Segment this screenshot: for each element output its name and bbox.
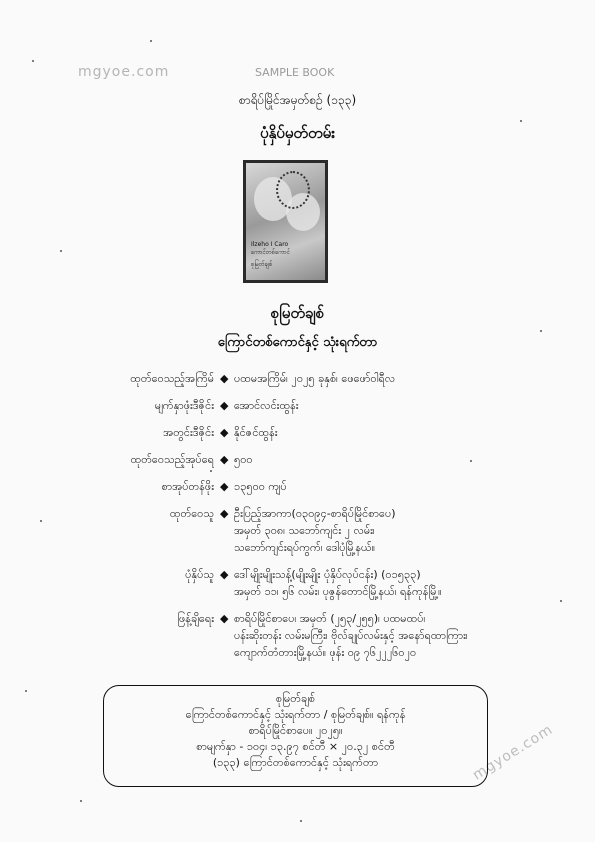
scan-speck [540, 330, 542, 332]
book-title: ကြောင်တစ်ကောင်နှင့် သုံးရက်တာ [217, 335, 378, 350]
cip-series-line: (၁၃၃) ကြောင်တစ်ကောင်နှင့် သုံးရက်တာ [212, 756, 379, 769]
detail-label: ဖြန့်ချိရေး [177, 612, 214, 625]
detail-label: ပုံနှိပ်သူ [185, 568, 214, 581]
detail-row-printer [90, 566, 560, 600]
cip-pages-line: စာမျက်နှာ - ၁၀၄၊ ၁၃.၉၇ စင်တီ × ၂၀.၃၂ စင်တီ [196, 740, 395, 753]
cover-author-line: စုမြတ်ချစ် [251, 261, 273, 268]
diamond-bullet-icon: ◆ [220, 399, 229, 412]
watermark-site-top: mgyoe.com [78, 64, 170, 80]
diamond-bullet-icon: ◆ [220, 507, 229, 520]
scan-speck [300, 820, 302, 822]
series-number: စာရိပ်မြိုင်အမှတ်စဉ် (၁၃၃) [238, 93, 357, 107]
detail-value: ဦးပြည့်အာကာ(၀၃၀၉၄-စာရိပ်မြိုင်စာပေ) အမှတ် ၃၀၈၊ သဘော်ကျင်း ၂ လမ်း၊ သဘော်ကျင်းရပ်ကွက်၊ ဒေါပုံမြို့နယ်။ [234, 507, 396, 554]
scan-speck [560, 600, 562, 602]
detail-value: စာရိပ်မြိုင်စာပေ၊ အမှတ် (၂၅၃/၂၅၅)၊ ပထမထပ်၊ ပန်းဆိုးတန်း လမ်းမကြီး၊ ဗိုလ်ချုပ်လမ်းနှင့် အနော်ရထာကြား၊ ကျောက်တံတားမြို့နယ်။ ဖုန်း ၀၉ ၇၆၂၂၂၆၀၂၀ [234, 612, 468, 659]
detail-label: ထုတ်ဝေသည့်အကြိမ် [130, 372, 214, 385]
diamond-bullet-icon: ◆ [220, 426, 229, 439]
detail-value: နိုင်ဇင်ထွန်း [234, 426, 278, 439]
detail-row-distribution [90, 610, 560, 661]
scan-speck [25, 690, 27, 692]
detail-label: အတွင်းဒီဇိုင်း [163, 426, 214, 439]
cover-subtitle-line: ကောင်တစ်ကောင် [251, 249, 291, 256]
detail-value: ၅၀၀ [234, 453, 253, 466]
scan-speck [80, 800, 82, 802]
author-name: စုမြတ်ချစ် [270, 304, 325, 322]
detail-label: စာအုပ်တန်ဖိုး [161, 480, 214, 493]
diamond-bullet-icon: ◆ [220, 480, 229, 493]
sample-book-watermark: SAMPLE BOOK [255, 66, 335, 79]
diamond-bullet-icon: ◆ [220, 612, 229, 625]
cataloging-box [103, 685, 488, 787]
detail-row-print-run [90, 451, 560, 468]
scan-speck [40, 520, 42, 522]
detail-label: ထုတ်ဝေသူ [169, 507, 214, 520]
detail-value: ၁၃၅၀၀ ကျပ် [234, 480, 287, 493]
publication-details [90, 370, 560, 671]
detail-row-inner-design [90, 424, 560, 441]
diamond-bullet-icon: ◆ [220, 372, 229, 385]
scan-speck [150, 40, 152, 42]
detail-label: ထုတ်ဝေသည့်အုပ်ရေ [130, 453, 214, 466]
scan-speck [60, 250, 62, 252]
cip-title-line: ကြောင်တစ်ကောင်နှင့် သုံးရက်တာ / စုမြတ်ချစ်။ ရန်ကုန် [185, 708, 406, 721]
detail-row-edition [90, 370, 560, 387]
cip-author: စုမြတ်ချစ် [275, 692, 316, 705]
detail-row-price [90, 478, 560, 495]
detail-value: ပထမအကြိမ်၊ ၂၀၂၅ ခုနှစ်၊ ဖေဖော်ဝါရီလ [234, 372, 396, 385]
scan-speck [520, 120, 522, 122]
detail-label: မျက်နှာဖုံးဒီဇိုင်း [154, 399, 214, 412]
cip-publisher-line: စာရိပ်မြိုင်စာပေ။ ၂၀၂၅။ [248, 724, 343, 737]
scan-speck [32, 60, 34, 62]
detail-row-publisher [90, 505, 560, 556]
cover-title-line: Ilzeho I Caro [251, 241, 289, 248]
book-cover-image [243, 160, 328, 283]
watermark-site-diagonal: mgyoe.com [470, 721, 556, 784]
diamond-bullet-icon: ◆ [220, 453, 229, 466]
publication-record-title: ပုံနှိပ်မှတ်တမ်း [259, 124, 335, 142]
detail-row-cover-design [90, 397, 560, 414]
diamond-bullet-icon: ◆ [220, 568, 229, 581]
detail-value: အောင်လင်းထွန်း [234, 399, 299, 412]
detail-value: ဒေါ်မျိုးမျိုးသန့်(မျိုးမျိုး ပုံနှိပ်လုပ်ငန်း) (၀၁၅၃၃) အမှတ် ၁၁၊ ၅၆ လမ်း၊ ပုဇွန်တောင်မြို့နယ်၊ ရန်ကုန်မြို့။ [234, 568, 442, 598]
